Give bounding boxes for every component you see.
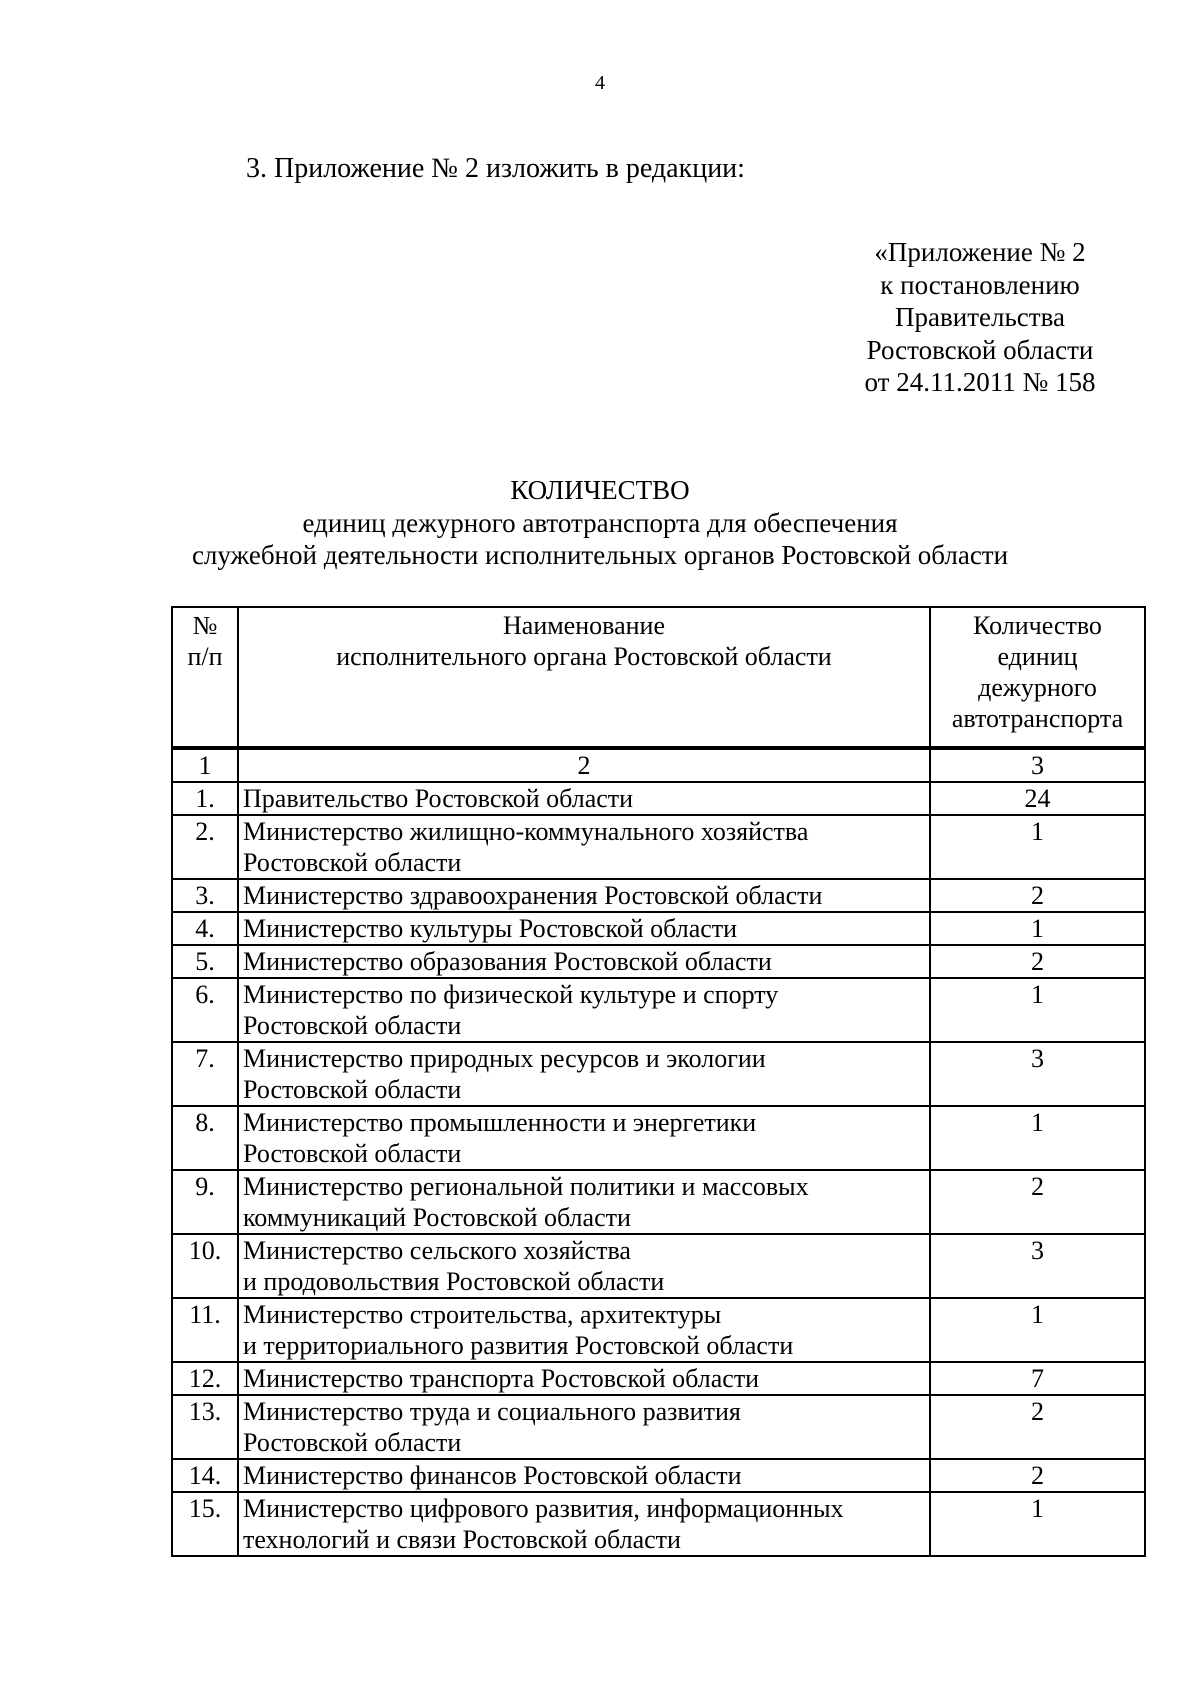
table-row [172,782,1145,815]
column-number: 1 [172,748,238,782]
row-number: 15. [172,1492,238,1556]
table-row [172,1298,1145,1362]
organ-name-line: и территориального развития Ростовской области [243,1331,794,1360]
table-row [172,945,1145,978]
table-row [172,1362,1145,1395]
row-number: 14. [172,1459,238,1492]
organ-name-line: технологий и связи Ростовской области [243,1525,681,1554]
table-row [172,1395,1145,1459]
row-number: 3. [172,879,238,912]
organ-name-line: Министерство транспорта Ростовской области [243,1364,760,1393]
row-unit-count: 1 [930,815,1145,879]
row-organ-name [238,978,930,1042]
row-unit-count: 3 [930,1234,1145,1298]
organ-name-line: Ростовской области [243,1139,462,1168]
header-count: Количество единиц дежурного автотранспорта [930,607,1145,748]
row-organ-name [238,1042,930,1106]
organ-name-line: коммуникаций Ростовской области [243,1203,631,1232]
row-unit-count: 2 [930,1459,1145,1492]
units-table [171,606,1146,1557]
organ-name-line: Министерство образования Ростовской области [243,947,772,976]
table-row [172,978,1145,1042]
table-header-row [172,607,1145,748]
row-unit-count: 1 [930,1106,1145,1170]
table-row [172,1042,1145,1106]
appendix-line: «Приложение № 2 [874,237,1086,267]
organ-name-line: Министерство промышленности и энергетики [243,1108,757,1137]
column-number: 3 [930,748,1145,782]
appendix-line: Ростовской области [866,334,1094,365]
header-num: № п/п [172,607,238,748]
column-number-row [172,748,1145,782]
row-unit-count: 1 [930,912,1145,945]
row-number: 13. [172,1395,238,1459]
table-row [172,1106,1145,1170]
column-number: 2 [238,748,930,782]
row-unit-count: 24 [930,782,1145,815]
row-organ-name [238,1459,930,1492]
organ-name-line: Министерство финансов Ростовской области [243,1461,742,1490]
organ-name-line: Министерство сельского хозяйства [243,1236,631,1265]
intro-paragraph: 3. Приложение № 2 изложить в редакции: [246,153,745,184]
row-unit-count: 2 [930,945,1145,978]
row-number: 10. [172,1234,238,1298]
title-heading: КОЛИЧЕСТВО [510,475,690,505]
row-organ-name [238,782,930,815]
row-unit-count: 1 [930,978,1145,1042]
row-organ-name [238,1298,930,1362]
row-number: 12. [172,1362,238,1395]
row-unit-count: 2 [930,1170,1145,1234]
row-unit-count: 1 [930,1298,1145,1362]
row-unit-count: 2 [930,879,1145,912]
row-organ-name [238,1106,930,1170]
organ-name-line: Министерство труда и социального развития [243,1397,741,1426]
organ-name-line: Министерство региональной политики и массовых [243,1172,809,1201]
organ-name-line: Ростовской области [243,1075,462,1104]
header-name: Наименование исполнительного органа Ростовской области [238,607,930,748]
document-title [0,474,1200,572]
row-unit-count: 3 [930,1042,1145,1106]
organ-name-line: Правительство Ростовской области [243,784,634,813]
table-row [172,1459,1145,1492]
row-number: 6. [172,978,238,1042]
organ-name-line: Ростовской области [243,1011,462,1040]
organ-name-line: Министерство здравоохранения Ростовской области [243,881,823,910]
row-number: 1. [172,782,238,815]
row-number: 7. [172,1042,238,1106]
organ-name-line: Министерство природных ресурсов и экологии [243,1044,766,1073]
row-number: 4. [172,912,238,945]
row-number: 9. [172,1170,238,1234]
row-organ-name [238,1395,930,1459]
row-unit-count: 1 [930,1492,1145,1556]
table-row [172,815,1145,879]
row-unit-count: 7 [930,1362,1145,1395]
row-number: 2. [172,815,238,879]
organ-name-line: Министерство по физической культуре и спорту [243,980,779,1009]
row-number: 11. [172,1298,238,1362]
appendix-line: Правительства [895,302,1065,332]
row-organ-name [238,912,930,945]
organ-name-line: и продовольствия Ростовской области [243,1267,665,1296]
title-line-2: служебной деятельности исполнительных органов Ростовской области [191,540,1009,570]
row-organ-name [238,879,930,912]
table-row [172,912,1145,945]
organ-name-line: Ростовской области [243,848,462,877]
table-row [172,879,1145,912]
organ-name-line: Министерство строительства, архитектуры [243,1300,722,1329]
row-organ-name [238,945,930,978]
row-organ-name [238,815,930,879]
organ-name-line: Министерство цифрового развития, информационных [243,1494,844,1523]
row-organ-name [238,1234,930,1298]
page-number: 4 [595,72,605,94]
row-number: 8. [172,1106,238,1170]
organ-name-line: Министерство жилищно-коммунального хозяйства [243,817,809,846]
organ-name-line: Министерство культуры Ростовской области [243,914,738,943]
table-row [172,1170,1145,1234]
appendix-line: от 24.11.2011 № 158 [864,367,1096,397]
appendix-line: к постановлению [880,269,1080,300]
row-number: 5. [172,945,238,978]
row-unit-count: 2 [930,1395,1145,1459]
title-line-1: единиц дежурного автотранспорта для обеспечения [302,507,898,538]
row-organ-name [238,1362,930,1395]
table-row [172,1234,1145,1298]
row-organ-name [238,1492,930,1556]
row-organ-name [238,1170,930,1234]
appendix-stamp [830,236,1130,399]
table-row [172,1492,1145,1556]
organ-name-line: Ростовской области [243,1428,462,1457]
